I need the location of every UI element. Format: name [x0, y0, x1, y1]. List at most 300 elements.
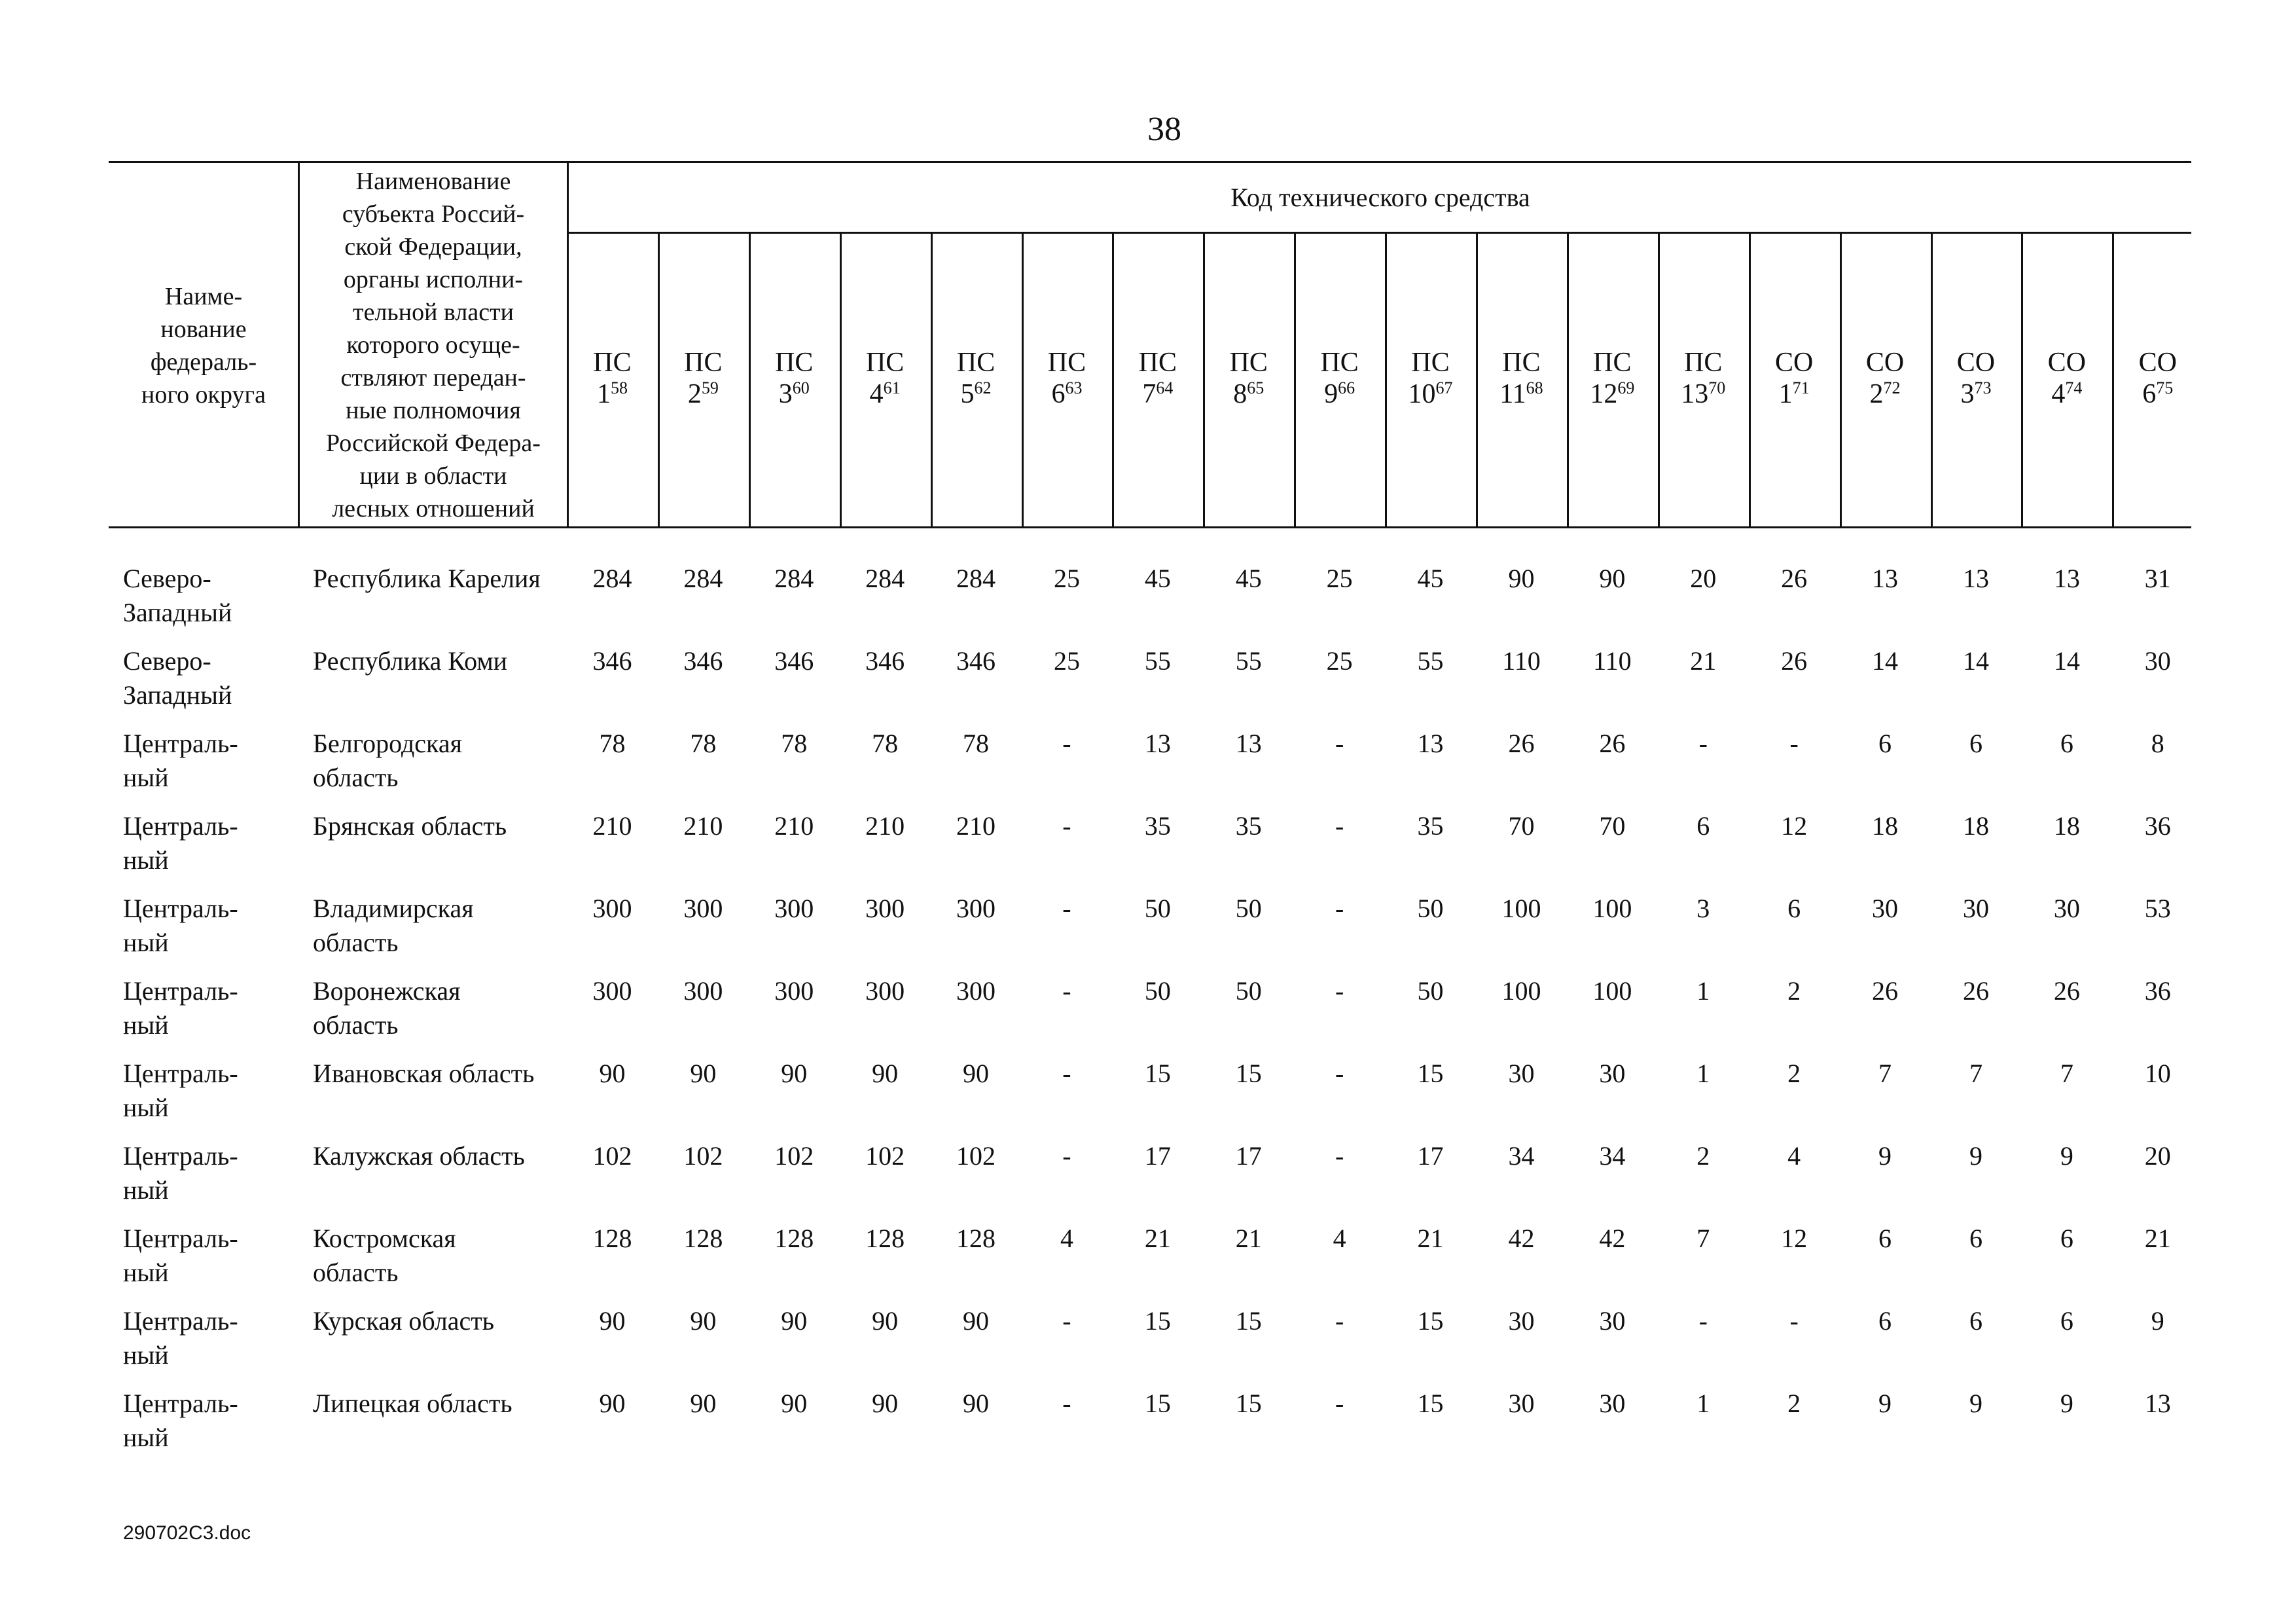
- table-row: [0, 809, 2296, 892]
- value-cell: 30: [1599, 1306, 1626, 1336]
- subject-cell: Владимирская область: [313, 894, 474, 957]
- code-label: ПС: [1138, 348, 1177, 378]
- value-cell: 45: [1144, 564, 1171, 593]
- value-cell: 346: [774, 646, 814, 676]
- code-number: $6^{75}$: [2142, 378, 2174, 409]
- district-cell: Централь- ный: [123, 1306, 238, 1370]
- value-cell: 50: [1235, 894, 1262, 923]
- subject-cell: Брянская область: [313, 811, 507, 841]
- code-label: СО: [1774, 348, 1814, 378]
- district-cell: Централь- ный: [123, 1059, 238, 1122]
- value-cell: 2: [1696, 1141, 1710, 1171]
- value-cell: 128: [774, 1224, 814, 1253]
- value-cell: 284: [683, 564, 723, 593]
- value-cell: 42: [1599, 1224, 1626, 1253]
- subject-cell: Воронежская область: [313, 976, 461, 1040]
- value-cell: 90: [872, 1306, 899, 1336]
- value-cell: 90: [963, 1306, 990, 1336]
- value-cell: 102: [683, 1141, 723, 1171]
- value-cell: 45: [1417, 564, 1444, 593]
- code-label: ПС: [1229, 348, 1268, 378]
- value-cell: 3: [1696, 894, 1710, 923]
- subject-cell: Белгородская область: [313, 729, 463, 792]
- table-row: [0, 1139, 2296, 1222]
- value-cell: 15: [1235, 1306, 1262, 1336]
- value-cell: 1: [1696, 976, 1710, 1006]
- value-cell: 90: [690, 1059, 717, 1088]
- value-cell: 9: [1969, 1141, 1982, 1171]
- code-label: СО: [1956, 348, 1996, 378]
- value-cell: 128: [956, 1224, 996, 1253]
- value-cell: 30: [1962, 894, 1989, 923]
- value-cell: 100: [1501, 976, 1541, 1006]
- code-number: $2^{59}$: [687, 378, 719, 409]
- value-cell: -: [1698, 729, 1708, 758]
- value-cell: 9: [2151, 1306, 2164, 1336]
- value-cell: 284: [956, 564, 996, 593]
- value-cell: 18: [1962, 811, 1989, 841]
- value-cell: 13: [2144, 1389, 2171, 1418]
- value-cell: 128: [865, 1224, 905, 1253]
- value-cell: 35: [1144, 811, 1171, 841]
- district-cell: Централь- ный: [123, 894, 238, 957]
- value-cell: 7: [1696, 1224, 1710, 1253]
- value-cell: 34: [1599, 1141, 1626, 1171]
- value-cell: 90: [781, 1059, 808, 1088]
- value-cell: 2: [1787, 976, 1801, 1006]
- value-cell: 10: [2144, 1059, 2171, 1088]
- value-cell: 6: [1696, 811, 1710, 841]
- value-cell: 45: [1235, 564, 1262, 593]
- value-cell: 6: [1878, 1224, 1892, 1253]
- value-cell: 300: [683, 976, 723, 1006]
- value-cell: 35: [1235, 811, 1262, 841]
- header-bottom-rule: [109, 526, 2191, 528]
- value-cell: 30: [1508, 1059, 1535, 1088]
- value-cell: 14: [1962, 646, 1989, 676]
- value-cell: 50: [1144, 976, 1171, 1006]
- value-cell: 15: [1417, 1059, 1444, 1088]
- value-cell: 90: [1599, 564, 1626, 593]
- header-divider-2: [567, 161, 569, 528]
- value-cell: 284: [865, 564, 905, 593]
- footnote-ref: 61: [883, 378, 901, 397]
- table-row: [0, 727, 2296, 809]
- value-cell: 300: [592, 894, 632, 923]
- value-cell: -: [1335, 1306, 1344, 1336]
- value-cell: -: [1335, 1141, 1344, 1171]
- value-cell: 26: [1599, 729, 1626, 758]
- value-cell: 25: [1326, 646, 1353, 676]
- value-cell: 31: [2144, 564, 2171, 593]
- value-cell: 15: [1417, 1306, 1444, 1336]
- value-cell: 12: [1781, 1224, 1808, 1253]
- value-cell: 14: [2053, 646, 2080, 676]
- value-cell: 300: [865, 976, 905, 1006]
- value-cell: 90: [599, 1306, 626, 1336]
- value-cell: 6: [2060, 1224, 2073, 1253]
- code-label: СО: [1865, 348, 1905, 378]
- value-cell: 78: [690, 729, 717, 758]
- value-cell: 55: [1235, 646, 1262, 676]
- value-cell: 55: [1144, 646, 1171, 676]
- page-number: 38: [1147, 111, 1181, 148]
- code-header-cell: [749, 347, 840, 410]
- footnote-ref: 72: [1883, 378, 1901, 397]
- code-number: $8^{65}$: [1233, 378, 1265, 409]
- value-cell: 30: [2053, 894, 2080, 923]
- value-cell: -: [1062, 1389, 1071, 1418]
- district-cell: Северо- Западный: [123, 646, 232, 710]
- value-cell: 6: [1969, 1306, 1982, 1336]
- code-label: ПС: [1320, 348, 1359, 378]
- footnote-ref: 67: [1435, 378, 1453, 397]
- value-cell: 50: [1144, 894, 1171, 923]
- value-cell: 35: [1417, 811, 1444, 841]
- value-cell: 6: [1969, 729, 1982, 758]
- value-cell: 9: [1878, 1389, 1892, 1418]
- value-cell: 210: [956, 811, 996, 841]
- value-cell: 300: [956, 976, 996, 1006]
- value-cell: 55: [1417, 646, 1444, 676]
- value-cell: 210: [774, 811, 814, 841]
- value-cell: 100: [1501, 894, 1541, 923]
- table-row: [0, 1387, 2296, 1469]
- value-cell: 26: [1962, 976, 1989, 1006]
- value-cell: 78: [872, 729, 899, 758]
- value-cell: 13: [1962, 564, 1989, 593]
- value-cell: 21: [1144, 1224, 1171, 1253]
- code-label: ПС: [684, 348, 723, 378]
- code-number: $10^{67}$: [1408, 378, 1453, 409]
- value-cell: 2: [1787, 1059, 1801, 1088]
- subject-cell: Костромская область: [313, 1224, 456, 1287]
- district-cell: Централь- ный: [123, 1141, 238, 1205]
- subject-header: Наименование субъекта Россий- ской Федерации, органы исполни- тельной власти которого осуще- ствляют передан- ные полномочия Российской Федера- ции в области лесных отношений: [326, 168, 541, 522]
- value-cell: 6: [1878, 1306, 1892, 1336]
- code-label: ПС: [593, 348, 632, 378]
- table-row: [0, 1222, 2296, 1304]
- value-cell: 90: [781, 1306, 808, 1336]
- code-header-cell: [840, 347, 931, 410]
- value-cell: 30: [1508, 1389, 1535, 1418]
- value-cell: 26: [1508, 729, 1535, 758]
- value-cell: 90: [781, 1389, 808, 1418]
- footnote-ref: 66: [1338, 378, 1355, 397]
- value-cell: 13: [1872, 564, 1899, 593]
- code-number: $13^{70}$: [1681, 378, 1726, 409]
- value-cell: 102: [774, 1141, 814, 1171]
- value-cell: 30: [1599, 1389, 1626, 1418]
- value-cell: 13: [1144, 729, 1171, 758]
- value-cell: 346: [683, 646, 723, 676]
- value-cell: 17: [1417, 1141, 1444, 1171]
- value-cell: -: [1698, 1306, 1708, 1336]
- value-cell: 13: [1235, 729, 1262, 758]
- value-cell: 128: [592, 1224, 632, 1253]
- value-cell: 210: [592, 811, 632, 841]
- value-cell: 70: [1599, 811, 1626, 841]
- value-cell: 9: [1878, 1141, 1892, 1171]
- value-cell: 9: [2060, 1389, 2073, 1418]
- value-cell: 25: [1053, 564, 1080, 593]
- value-cell: -: [1062, 1059, 1071, 1088]
- value-cell: -: [1789, 729, 1799, 758]
- value-cell: -: [1335, 811, 1344, 841]
- value-cell: 300: [865, 894, 905, 923]
- value-cell: 102: [592, 1141, 632, 1171]
- value-cell: 36: [2144, 976, 2171, 1006]
- code-number: $11^{68}$: [1499, 378, 1543, 409]
- code-header-cell: [2112, 347, 2203, 410]
- value-cell: 4: [1060, 1224, 1073, 1253]
- value-cell: 90: [963, 1059, 990, 1088]
- subject-cell: Ивановская область: [313, 1059, 535, 1088]
- value-cell: 50: [1235, 976, 1262, 1006]
- value-cell: 30: [1508, 1306, 1535, 1336]
- value-cell: 15: [1144, 1059, 1171, 1088]
- footnote-ref: 60: [792, 378, 810, 397]
- footnote-ref: 68: [1526, 378, 1543, 397]
- value-cell: 300: [592, 976, 632, 1006]
- value-cell: 346: [956, 646, 996, 676]
- value-cell: 25: [1053, 646, 1080, 676]
- value-cell: -: [1335, 1389, 1344, 1418]
- value-cell: 18: [2053, 811, 2080, 841]
- value-cell: -: [1335, 729, 1344, 758]
- value-cell: 53: [2144, 894, 2171, 923]
- code-label: ПС: [1411, 348, 1450, 378]
- code-number: $7^{64}$: [1142, 378, 1174, 409]
- footnote-ref: 63: [1065, 378, 1083, 397]
- code-label: ПС: [865, 348, 905, 378]
- value-cell: 17: [1144, 1141, 1171, 1171]
- district-cell: Централь- ный: [123, 1389, 238, 1452]
- code-group-header: Код технического средства: [1230, 183, 1530, 212]
- code-label: ПС: [956, 348, 996, 378]
- value-cell: 34: [1508, 1141, 1535, 1171]
- table-row: [0, 1304, 2296, 1387]
- value-cell: 14: [1872, 646, 1899, 676]
- code-label: ПС: [1502, 348, 1541, 378]
- district-header: Наиме- нование федераль- ного округа: [141, 283, 266, 409]
- value-cell: 2: [1787, 1389, 1801, 1418]
- code-number: $2^{72}$: [1869, 378, 1901, 409]
- value-cell: 15: [1144, 1306, 1171, 1336]
- value-cell: 110: [1593, 646, 1632, 676]
- value-cell: 9: [1969, 1389, 1982, 1418]
- value-cell: 78: [781, 729, 808, 758]
- value-cell: 6: [1878, 729, 1892, 758]
- footnote-ref: 65: [1247, 378, 1265, 397]
- value-cell: 102: [956, 1141, 996, 1171]
- code-number: $3^{73}$: [1960, 378, 1992, 409]
- code-header-cell: [1840, 347, 1931, 410]
- value-cell: 102: [865, 1141, 905, 1171]
- value-cell: 300: [774, 894, 814, 923]
- value-cell: 25: [1326, 564, 1353, 593]
- table-row: [0, 1057, 2296, 1139]
- value-cell: 21: [2144, 1224, 2171, 1253]
- value-cell: -: [1335, 976, 1344, 1006]
- value-cell: -: [1062, 1306, 1071, 1336]
- value-cell: 210: [865, 811, 905, 841]
- value-cell: 90: [599, 1389, 626, 1418]
- value-cell: 7: [2060, 1059, 2073, 1088]
- value-cell: 7: [1969, 1059, 1982, 1088]
- value-cell: -: [1062, 811, 1071, 841]
- value-cell: 110: [1502, 646, 1541, 676]
- value-cell: 50: [1417, 894, 1444, 923]
- code-label: ПС: [1593, 348, 1632, 378]
- value-cell: 30: [1599, 1059, 1626, 1088]
- value-cell: 284: [592, 564, 632, 593]
- value-cell: 30: [2144, 646, 2171, 676]
- value-cell: 284: [774, 564, 814, 593]
- code-number: $6^{63}$: [1051, 378, 1083, 409]
- footnote-ref: 74: [2065, 378, 2083, 397]
- value-cell: 26: [1781, 646, 1808, 676]
- value-cell: 13: [1417, 729, 1444, 758]
- value-cell: 42: [1508, 1224, 1535, 1253]
- code-number: $1^{71}$: [1778, 378, 1810, 409]
- subject-cell: Липецкая область: [313, 1389, 512, 1418]
- district-cell: Централь- ный: [123, 1224, 238, 1287]
- value-cell: 8: [2151, 729, 2164, 758]
- code-header-cell: [1931, 347, 2022, 410]
- code-header-cell: [1567, 347, 1658, 410]
- table-row: [0, 974, 2296, 1057]
- footnote-ref: 59: [701, 378, 719, 397]
- subject-cell: Курская область: [313, 1306, 494, 1336]
- value-cell: 1: [1696, 1059, 1710, 1088]
- table-row: [0, 892, 2296, 974]
- value-cell: 15: [1235, 1389, 1262, 1418]
- value-cell: -: [1062, 1141, 1071, 1171]
- value-cell: 9: [2060, 1141, 2073, 1171]
- subject-cell: Республика Коми: [313, 646, 508, 676]
- value-cell: 100: [1592, 894, 1632, 923]
- table-row: [0, 562, 2296, 644]
- code-number: $1^{58}$: [596, 378, 628, 409]
- code-number: $12^{69}$: [1590, 378, 1635, 409]
- value-cell: 4: [1787, 1141, 1801, 1171]
- code-label: ПС: [1047, 348, 1086, 378]
- header-divider-1: [298, 161, 300, 528]
- footnote-ref: 62: [974, 378, 992, 397]
- code-header-cell: [1658, 347, 1749, 410]
- value-cell: 21: [1417, 1224, 1444, 1253]
- code-header-cell: [2021, 347, 2112, 410]
- value-cell: 36: [2144, 811, 2171, 841]
- value-cell: 12: [1781, 811, 1808, 841]
- value-cell: 26: [2053, 976, 2080, 1006]
- value-cell: 90: [963, 1389, 990, 1418]
- code-header-cell: [1385, 347, 1476, 410]
- value-cell: 7: [1878, 1059, 1892, 1088]
- code-header-cell: [1294, 347, 1385, 410]
- value-cell: 6: [1969, 1224, 1982, 1253]
- value-cell: 90: [1508, 564, 1535, 593]
- code-label: ПС: [1684, 348, 1723, 378]
- code-label: ПС: [775, 348, 814, 378]
- value-cell: 18: [1872, 811, 1899, 841]
- value-cell: 21: [1690, 646, 1717, 676]
- value-cell: -: [1335, 1059, 1344, 1088]
- value-cell: 6: [2060, 729, 2073, 758]
- value-cell: 128: [683, 1224, 723, 1253]
- value-cell: 13: [2053, 564, 2080, 593]
- code-header-cell: [567, 347, 658, 410]
- code-header-cell: [931, 347, 1022, 410]
- value-cell: -: [1062, 894, 1071, 923]
- value-cell: 1: [1696, 1389, 1710, 1418]
- value-cell: 346: [592, 646, 632, 676]
- value-cell: 300: [683, 894, 723, 923]
- value-cell: 90: [690, 1389, 717, 1418]
- subject-cell: Республика Карелия: [313, 564, 541, 593]
- code-header-cell: [1476, 347, 1567, 410]
- value-cell: 26: [1781, 564, 1808, 593]
- value-cell: -: [1789, 1306, 1799, 1336]
- table-row: [0, 644, 2296, 727]
- footnote-ref: 73: [1974, 378, 1992, 397]
- footnote-ref: 69: [1617, 378, 1635, 397]
- value-cell: 20: [2144, 1141, 2171, 1171]
- value-cell: 300: [956, 894, 996, 923]
- code-header-cell: [658, 347, 749, 410]
- value-cell: 15: [1235, 1059, 1262, 1088]
- code-number: $3^{60}$: [778, 378, 810, 409]
- code-header-cell: [1203, 347, 1294, 410]
- value-cell: 50: [1417, 976, 1444, 1006]
- code-header-cell: [1022, 347, 1113, 410]
- footnote-ref: 75: [2156, 378, 2174, 397]
- code-number: $5^{62}$: [960, 378, 992, 409]
- value-cell: 15: [1417, 1389, 1444, 1418]
- subject-cell: Калужская область: [313, 1141, 525, 1171]
- value-cell: 100: [1592, 976, 1632, 1006]
- footnote-ref: 70: [1708, 378, 1726, 397]
- value-cell: 20: [1690, 564, 1717, 593]
- code-number: $4^{74}$: [2051, 378, 2083, 409]
- code-number: $9^{66}$: [1324, 378, 1355, 409]
- value-cell: 78: [599, 729, 626, 758]
- value-cell: 6: [1787, 894, 1801, 923]
- value-cell: -: [1062, 729, 1071, 758]
- code-number: $4^{61}$: [869, 378, 901, 409]
- value-cell: -: [1335, 894, 1344, 923]
- district-cell: Централь- ный: [123, 729, 238, 792]
- value-cell: 90: [872, 1389, 899, 1418]
- code-label: СО: [2138, 348, 2177, 378]
- value-cell: 6: [2060, 1306, 2073, 1336]
- value-cell: 90: [690, 1306, 717, 1336]
- value-cell: 78: [963, 729, 990, 758]
- district-cell: Централь- ный: [123, 976, 238, 1040]
- value-cell: 90: [872, 1059, 899, 1088]
- value-cell: 210: [683, 811, 723, 841]
- value-cell: 30: [1872, 894, 1899, 923]
- code-label: СО: [2047, 348, 2087, 378]
- table-top-rule: [109, 161, 2191, 163]
- value-cell: 17: [1235, 1141, 1262, 1171]
- district-cell: Северо- Западный: [123, 564, 232, 627]
- value-cell: 21: [1235, 1224, 1262, 1253]
- code-group-rule: [567, 232, 2191, 234]
- value-cell: 4: [1333, 1224, 1346, 1253]
- value-cell: 90: [599, 1059, 626, 1088]
